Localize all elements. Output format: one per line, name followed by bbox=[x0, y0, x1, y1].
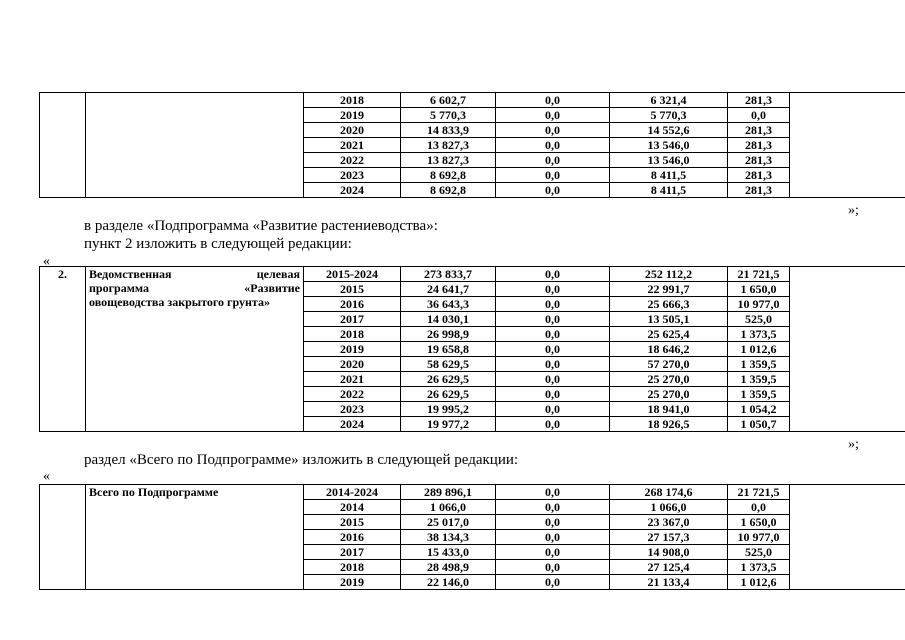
value-cell: 1 359,5 bbox=[728, 357, 790, 372]
value-cell: 0,0 bbox=[496, 545, 610, 560]
value-cell: 0,0 bbox=[496, 138, 610, 153]
value-cell: 25 017,0 bbox=[401, 515, 496, 530]
value-cell: 19 995,2 bbox=[401, 402, 496, 417]
value-cell: 25 270,0 bbox=[610, 387, 728, 402]
row-index-cell: 2. bbox=[40, 267, 86, 432]
year-cell: 2019 bbox=[304, 342, 401, 357]
empty-cell bbox=[790, 267, 905, 432]
table-body bbox=[40, 267, 905, 432]
value-cell: 268 174,6 bbox=[610, 485, 728, 500]
value-cell: 252 112,2 bbox=[610, 267, 728, 282]
year-cell: 2020 bbox=[304, 357, 401, 372]
value-cell: 0,0 bbox=[496, 108, 610, 123]
year-cell: 2019 bbox=[304, 575, 401, 590]
year-cell: 2022 bbox=[304, 153, 401, 168]
program-name-cell bbox=[86, 93, 304, 198]
value-cell: 18 941,0 bbox=[610, 402, 728, 417]
value-cell: 8 692,8 bbox=[401, 168, 496, 183]
value-cell: 13 505,1 bbox=[610, 312, 728, 327]
program-name-cell bbox=[86, 267, 304, 432]
year-cell: 2017 bbox=[304, 312, 401, 327]
value-cell: 6 321,4 bbox=[610, 93, 728, 108]
empty-cell bbox=[790, 485, 905, 590]
value-cell: 0,0 bbox=[496, 560, 610, 575]
value-cell: 0,0 bbox=[496, 282, 610, 297]
value-cell: 5 770,3 bbox=[610, 108, 728, 123]
value-cell: 14 030,1 bbox=[401, 312, 496, 327]
value-cell: 8 411,5 bbox=[610, 168, 728, 183]
value-cell: 8 411,5 bbox=[610, 183, 728, 198]
value-cell: 0,0 bbox=[496, 123, 610, 138]
value-cell: 1 373,5 bbox=[728, 560, 790, 575]
value-cell: 36 643,3 bbox=[401, 297, 496, 312]
value-cell: 19 658,8 bbox=[401, 342, 496, 357]
year-cell: 2021 bbox=[304, 372, 401, 387]
value-cell: 27 125,4 bbox=[610, 560, 728, 575]
closing-quote-mark: »; bbox=[848, 203, 859, 218]
value-cell: 1 359,5 bbox=[728, 372, 790, 387]
value-cell: 58 629,5 bbox=[401, 357, 496, 372]
value-cell: 26 629,5 bbox=[401, 387, 496, 402]
value-cell: 14 833,9 bbox=[401, 123, 496, 138]
year-cell: 2015 bbox=[304, 515, 401, 530]
empty-cell bbox=[790, 93, 905, 198]
table-program-2 bbox=[39, 266, 905, 432]
table-row bbox=[40, 93, 905, 108]
value-cell: 21 721,5 bbox=[728, 267, 790, 282]
value-cell: 13 827,3 bbox=[401, 138, 496, 153]
value-cell: 281,3 bbox=[728, 183, 790, 198]
year-cell: 2022 bbox=[304, 387, 401, 402]
value-cell: 22 146,0 bbox=[401, 575, 496, 590]
table-row bbox=[40, 485, 905, 500]
value-cell: 26 998,9 bbox=[401, 327, 496, 342]
year-cell: 2023 bbox=[304, 402, 401, 417]
value-cell: 281,3 bbox=[728, 153, 790, 168]
section-point-text: пункт 2 изложить в следующей редакции: bbox=[84, 236, 352, 252]
year-cell: 2024 bbox=[304, 417, 401, 432]
value-cell: 18 926,5 bbox=[610, 417, 728, 432]
value-cell: 281,3 bbox=[728, 123, 790, 138]
value-cell: 13 546,0 bbox=[610, 138, 728, 153]
value-cell: 0,0 bbox=[496, 327, 610, 342]
table-body bbox=[40, 485, 905, 590]
year-cell: 2023 bbox=[304, 168, 401, 183]
value-cell: 0,0 bbox=[496, 93, 610, 108]
value-cell: 0,0 bbox=[496, 357, 610, 372]
value-cell: 1 359,5 bbox=[728, 387, 790, 402]
section-intro-text: в разделе «Подпрограмма «Развитие растениеводства»: bbox=[84, 218, 438, 234]
value-cell: 0,0 bbox=[496, 387, 610, 402]
year-cell: 2018 bbox=[304, 93, 401, 108]
value-cell: 0,0 bbox=[496, 183, 610, 198]
year-cell: 2019 bbox=[304, 108, 401, 123]
value-cell: 0,0 bbox=[496, 515, 610, 530]
table-body bbox=[40, 93, 905, 198]
program-name-line: программа «Развитие bbox=[89, 281, 300, 295]
value-cell: 13 827,3 bbox=[401, 153, 496, 168]
year-cell: 2018 bbox=[304, 327, 401, 342]
year-cell: 2015 bbox=[304, 282, 401, 297]
value-cell: 0,0 bbox=[496, 153, 610, 168]
value-cell: 281,3 bbox=[728, 93, 790, 108]
value-cell: 0,0 bbox=[496, 500, 610, 515]
opening-quote-mark: « bbox=[43, 254, 50, 269]
value-cell: 21 133,4 bbox=[610, 575, 728, 590]
value-cell: 21 721,5 bbox=[728, 485, 790, 500]
value-cell: 25 270,0 bbox=[610, 372, 728, 387]
year-cell: 2016 bbox=[304, 530, 401, 545]
value-cell: 19 977,2 bbox=[401, 417, 496, 432]
value-cell: 1 650,0 bbox=[728, 515, 790, 530]
value-cell: 22 991,7 bbox=[610, 282, 728, 297]
year-cell: 2015-2024 bbox=[304, 267, 401, 282]
value-cell: 0,0 bbox=[496, 417, 610, 432]
program-name-line: овощеводства закрытого грунта» bbox=[89, 295, 270, 309]
value-cell: 0,0 bbox=[496, 297, 610, 312]
value-cell: 281,3 bbox=[728, 168, 790, 183]
value-cell: 5 770,3 bbox=[401, 108, 496, 123]
value-cell: 525,0 bbox=[728, 312, 790, 327]
program-name-cell: Всего по Подпрограмме bbox=[86, 485, 304, 590]
value-cell: 14 552,6 bbox=[610, 123, 728, 138]
value-cell: 0,0 bbox=[496, 312, 610, 327]
table-total bbox=[39, 484, 905, 590]
value-cell: 0,0 bbox=[496, 168, 610, 183]
value-cell: 26 629,5 bbox=[401, 372, 496, 387]
value-cell: 15 433,0 bbox=[401, 545, 496, 560]
value-cell: 13 546,0 bbox=[610, 153, 728, 168]
row-index-cell bbox=[40, 485, 86, 590]
value-cell: 38 134,3 bbox=[401, 530, 496, 545]
value-cell: 0,0 bbox=[496, 485, 610, 500]
year-cell: 2024 bbox=[304, 183, 401, 198]
value-cell: 25 625,4 bbox=[610, 327, 728, 342]
value-cell: 24 641,7 bbox=[401, 282, 496, 297]
table-continuation bbox=[39, 92, 905, 198]
value-cell: 0,0 bbox=[496, 530, 610, 545]
value-cell: 0,0 bbox=[728, 108, 790, 123]
value-cell: 28 498,9 bbox=[401, 560, 496, 575]
row-index-cell bbox=[40, 93, 86, 198]
value-cell: 289 896,1 bbox=[401, 485, 496, 500]
year-cell: 2018 bbox=[304, 560, 401, 575]
value-cell: 1 066,0 bbox=[610, 500, 728, 515]
value-cell: 23 367,0 bbox=[610, 515, 728, 530]
year-cell: 2020 bbox=[304, 123, 401, 138]
opening-quote-mark: « bbox=[43, 469, 50, 484]
value-cell: 1 066,0 bbox=[401, 500, 496, 515]
year-cell: 2017 bbox=[304, 545, 401, 560]
value-cell: 0,0 bbox=[496, 267, 610, 282]
value-cell: 273 833,7 bbox=[401, 267, 496, 282]
value-cell: 1 650,0 bbox=[728, 282, 790, 297]
value-cell: 18 646,2 bbox=[610, 342, 728, 357]
value-cell: 0,0 bbox=[728, 500, 790, 515]
value-cell: 1 054,2 bbox=[728, 402, 790, 417]
value-cell: 0,0 bbox=[496, 342, 610, 357]
value-cell: 10 977,0 bbox=[728, 530, 790, 545]
year-cell: 2014-2024 bbox=[304, 485, 401, 500]
value-cell: 27 157,3 bbox=[610, 530, 728, 545]
program-name-line: Ведомственная целевая bbox=[89, 267, 300, 281]
value-cell: 1 012,6 bbox=[728, 575, 790, 590]
value-cell: 1 373,5 bbox=[728, 327, 790, 342]
value-cell: 0,0 bbox=[496, 575, 610, 590]
value-cell: 1 050,7 bbox=[728, 417, 790, 432]
year-cell: 2021 bbox=[304, 138, 401, 153]
value-cell: 0,0 bbox=[496, 402, 610, 417]
value-cell: 6 602,7 bbox=[401, 93, 496, 108]
value-cell: 57 270,0 bbox=[610, 357, 728, 372]
year-cell: 2014 bbox=[304, 500, 401, 515]
value-cell: 1 012,6 bbox=[728, 342, 790, 357]
value-cell: 25 666,3 bbox=[610, 297, 728, 312]
value-cell: 281,3 bbox=[728, 138, 790, 153]
closing-quote-mark: »; bbox=[848, 437, 859, 452]
value-cell: 0,0 bbox=[496, 372, 610, 387]
value-cell: 10 977,0 bbox=[728, 297, 790, 312]
value-cell: 8 692,8 bbox=[401, 183, 496, 198]
section-intro-text: раздел «Всего по Подпрограмме» изложить в следующей редакции: bbox=[84, 452, 519, 468]
table-row bbox=[40, 267, 905, 282]
value-cell: 525,0 bbox=[728, 545, 790, 560]
value-cell: 14 908,0 bbox=[610, 545, 728, 560]
year-cell: 2016 bbox=[304, 297, 401, 312]
